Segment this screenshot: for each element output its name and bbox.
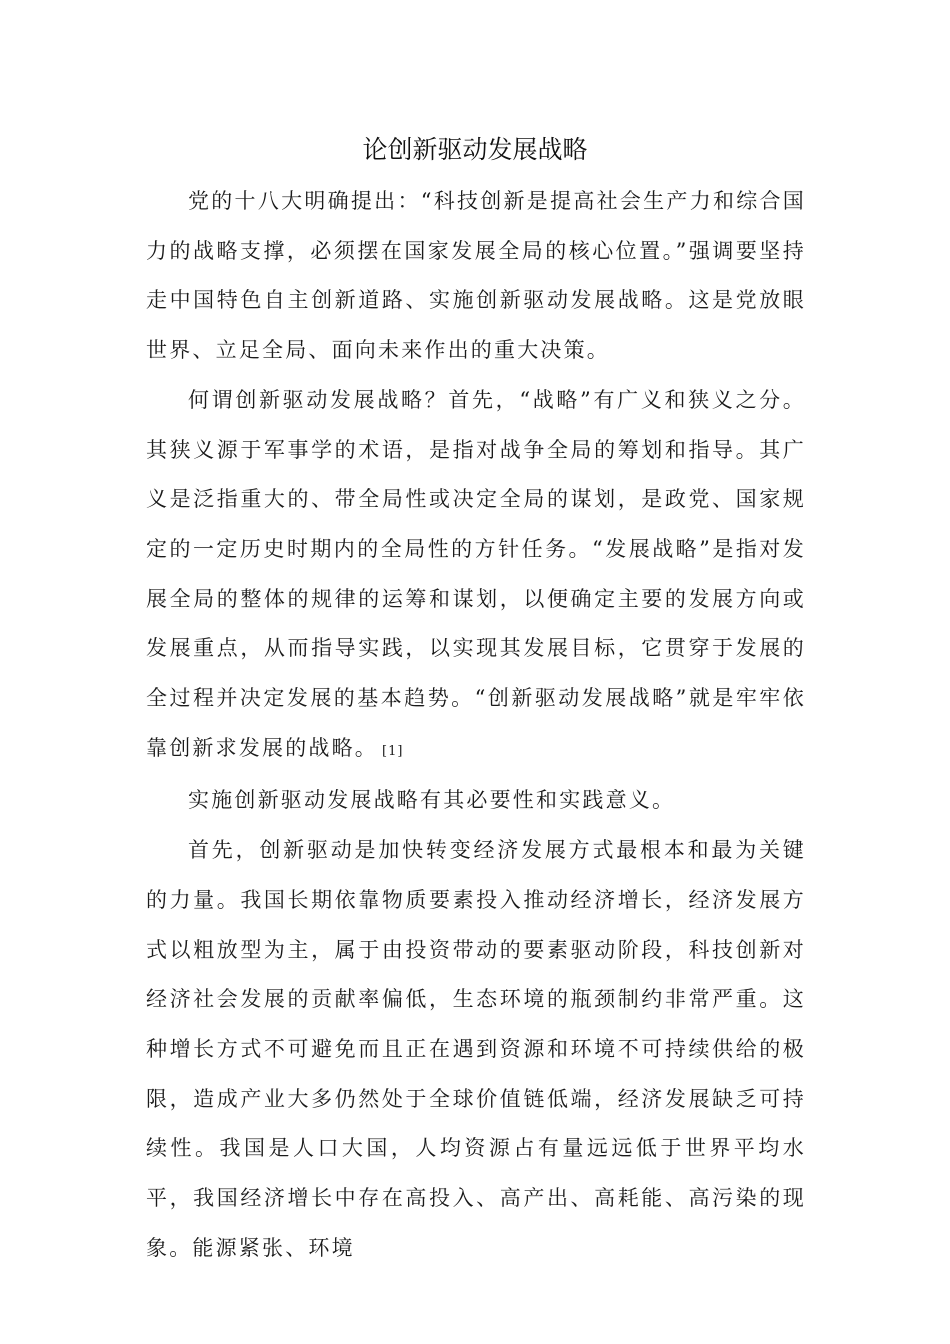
paragraph-text: 党的十八大明确提出：“科技创新是提高社会生产力和综合国力的战略支撑，必须摆在国家发展全局的核心位置。”强调要坚持走中国特色自主创新道路、实施创新驱动发展战略。这是党放眼世界、立足全局、面向未来作出的重大决策。 xyxy=(146,189,806,363)
paragraph-text: 首先，创新驱动是加快转变经济发展方式最根本和最为关键的力量。我国长期依靠物质要素投入推动经济增长，经济发展方式以粗放型为主，属于由投资带动的要素驱动阶段，科技创新对经济社会发展的贡献率偏低，生态环境的瓶颈制约非常严重。这种增长方式不可避免而且正在遇到资源和环境不可持续供给的极限，造成产业大多仍然处于全球价值链低端，经济发展缺乏可持续性。我国是人口大国，人均资源占有量远远低于世界平均水平，我国经济增长中存在高投入、高产出、高耗能、高污染的现象。能源紧张、环境 xyxy=(146,838,806,1260)
paragraph-text: 何谓创新驱动发展战略？首先，“战略”有广义和狭义之分。其狭义源于军事学的术语，是指对战争全局的筹划和指导。其广义是泛指重大的、带全局性或决定全局的谋划，是政党、国家规定的一定历史时期内的全局性的方针任务。“发展战略”是指对发展全局的整体的规律的运筹和谋划，以便确定主要的发展方向或发展重点，从而指导实践，以实现其发展目标，它贯穿于发展的全过程并决定发展的基本趋势。“创新驱动发展战略”就是牢牢依靠创新求发展的战略。 xyxy=(146,387,806,760)
document-body xyxy=(146,177,806,1273)
paragraph-1 xyxy=(146,177,806,376)
citation-marker: [1] xyxy=(382,743,404,759)
paragraph-2 xyxy=(146,376,806,777)
paragraph-text: 实施创新驱动发展战略有其必要性和实践意义。 xyxy=(188,788,676,813)
document-title: 论创新驱动发展战略 xyxy=(362,135,588,164)
paragraph-3 xyxy=(146,776,806,826)
paragraph-4 xyxy=(146,826,806,1273)
